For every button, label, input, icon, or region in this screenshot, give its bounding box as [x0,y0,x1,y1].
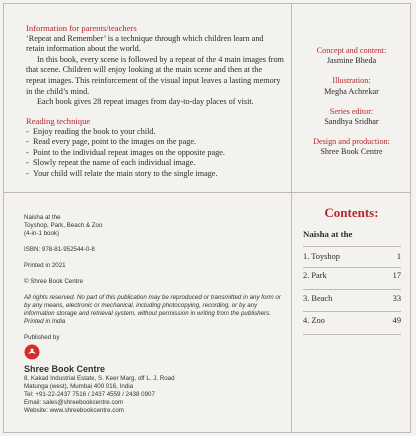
toc-item-page: 49 [392,316,401,325]
parents-info-para-2: In this book, every scene is followed by a repeat of the 4 main images from that scene. Children will enjoy looking at the main scene and then at the repeat images. This reinforcement of the visual input leaves a lasting memory in the child’s mind. [26,54,284,96]
toc-item-name: 3. Beach [303,294,333,303]
credit-name: Sandhya Sridhar [324,117,379,127]
reading-technique-item: - Enjoy reading the book to your child. [26,127,284,138]
toc-divider [303,311,401,312]
reading-technique-item: - Read every page, point to the images on the page. [26,137,284,148]
credit-series-editor [292,107,411,127]
reading-technique-heading: Reading technique [26,116,91,126]
printed-year: Printed in 2021 [24,262,66,269]
horizontal-divider-left [3,192,291,193]
credit-name: Megha Achrekar [324,86,379,96]
address-line: Matunga (west), Mumbai 400 016, India [24,383,134,390]
phone-line: Tel: +91-22-2437 7516 / 2437 4559 / 2438 0907 [24,391,155,398]
toc-item-page: 17 [392,271,401,280]
publisher-name: Shree Book Centre [24,364,106,374]
legal-notice: All rights reserved. No part of this publication may be reproduced or transmitted in any form or by any means, electronic or mechanical, including photocopying, recording, or by any information storage and retrieval system, without permission in writing from the publishers. [24,294,281,317]
toc-item-park [303,271,401,283]
reading-technique-list [26,127,284,180]
credit-role: Series editor: [329,106,374,116]
toc-item-page: 1 [396,252,401,261]
copyright: © Shree Book Centre [24,278,83,285]
parents-info-section [26,23,284,108]
credit-name: Jasmine Bheda [326,56,377,66]
credit-role: Design and production: [313,137,390,147]
parents-info-para-3: Each book gives 28 repeat images from day-to-day places of visit. [37,97,254,107]
credit-name: Shree Book Centre [320,147,383,157]
parents-info-heading: Information for parents/teachers [26,23,137,33]
book-title-line: Toyshop, Park, Beach & Zoo [24,222,103,229]
horizontal-divider-right [292,192,411,193]
book-details-section [24,214,286,415]
book-title-line: (4-in-1 book) [24,230,60,237]
contents-subtitle: Naisha at the [303,229,353,239]
credit-role: Concept and content: [316,46,387,55]
toc-item-name: 1. Toyshop [303,252,340,261]
toc-item-beach [303,294,401,306]
toc-item-name: 4. Zoo [303,316,325,325]
publisher-logo-wrap [24,344,286,363]
credit-concept [292,46,411,66]
toc-item-page: 33 [392,294,401,303]
toc-divider [303,267,401,268]
toc-divider [303,246,401,247]
credits-section [292,46,411,168]
website-line: Website: www.shreebookcentre.com [24,407,124,414]
book-title-line: Naisha at the [24,214,61,221]
published-by-label: Published by [24,334,60,341]
printed-in-india: Printed in India [24,318,66,325]
reading-technique-section [26,116,284,180]
toc-item-name: 2. Park [303,271,327,280]
isbn: ISBN: 978-81-952544-0-8 [24,246,95,253]
reading-technique-item: - Slowly repeat the name of each individual image. [26,158,284,169]
toc-item-zoo [303,316,401,328]
toc-divider [303,289,401,290]
shree-book-centre-logo-icon [24,344,40,360]
credit-design [292,137,411,157]
credit-role: Illustration: [332,76,371,86]
email-line: Email: sales@shreebookcentre.com [24,399,124,406]
toc-item-toyshop [303,252,401,264]
reading-technique-item: - Your child will relate the main story to the single image. [26,169,284,180]
toc-divider [303,334,401,335]
address-line: 8, Kakad Industrial Estate, S. Keer Marg, off L. J. Road [24,375,175,382]
reading-technique-item: - Point to the individual repeat images on the opposite page. [26,148,284,159]
parents-info-para-1: ‘Repeat and Remember’ is a technique through which children learn and retain information about the world. [26,33,264,54]
credit-illustration [292,76,411,96]
contents-title: Contents: [324,205,379,220]
